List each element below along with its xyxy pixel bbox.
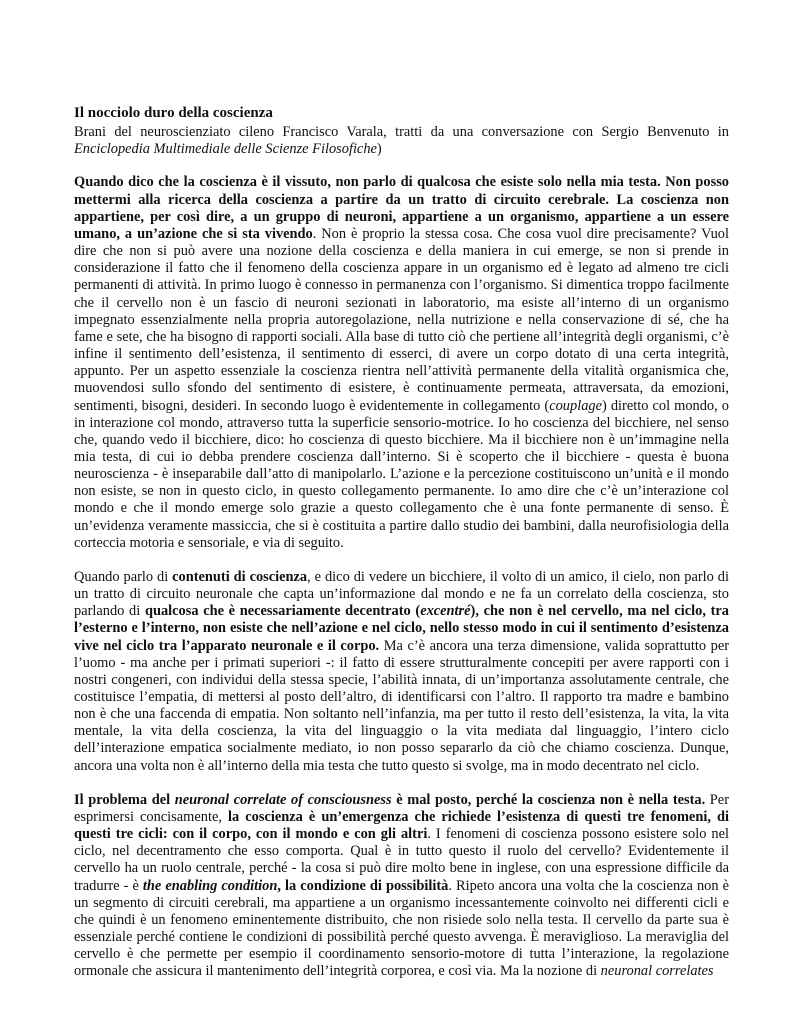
paragraph-1 — [74, 174, 729, 551]
p3-italic-1: neuronal correlates — [600, 963, 714, 980]
p2-text-1: Quando parlo di — [74, 568, 173, 585]
paragraph-3 — [74, 792, 729, 981]
document-page — [74, 105, 729, 998]
p1-text-1: . Non è proprio la stessa cosa. Che cosa vuol dire precisamente? Vuol dire che non si può avere una nozione della coscienza e della maniera in cui emerge, se non si prende in considerazione il fatto che il fenomeno della coscienza appare in un organismo ed è legato ad almeno tre cicli permanenti di attività. In primo luogo è connesso in permanenza con l’organismo. Si dimentica troppo facilmente che il cervello non è un fascio di neuroni sezionati in laboratorio, ma esiste all’interno di un organismo impegnato essenzialmente nella propria autoregolazione, nella nutrizione e nella conservazione di sé, che ha fame e sete, che ha bisogno di rapporti sociali. Alla base di tutto ciò che pertiene all’integrità degli organismi, c’è infine il sentimento dell’esistenza, il sentimento di esserci, di avere un corpo dotato di una certa integrità, appunto. Per un aspetto essenziale la coscienza rientra nell’attività permanente della vitalità organismica che, muovendosi sullo sfondo del sentimento di esistere, è continuamente permeata, attraversata, da emozioni, sentimenti, bisogni, desideri. In secondo luogo è evidentemente in collegamento ( — [74, 225, 729, 414]
p1-italic-1: couplage — [549, 397, 602, 414]
p3-bold-1: Il problema del — [74, 791, 175, 808]
p3-bold-3: la coscienza è un’emergenza che richiede l’esistenza di questi tre fenomeni, di questi tre cicli: con il corpo, con il mondo e con gli altri — [74, 808, 729, 843]
p1-text-2: ) diretto col mondo, o in interazione col mondo, attraverso tutta la superficie sensorio-motrice. Io ho coscienza del bicchiere, nel senso che, quando vedo il bicchiere, dico: ho coscienza di questo bicchiere. Ma il bicchiere non è un’immagine nella mia testa, di cui io debba prendere coscienza dall’interno. Si è scoperto che il bicchiere - questa è buona neuroscienza - è inseparabile dall’atto di manipolarlo. L’azione e la percezione costituiscono un’unità e il mondo non esiste, se non in questo ciclo, in questo collegamento permanente. Io amo dire che c’è un’interazione col mondo e che il mondo emerge solo grazie a questo collegamento che è una fonte permanente di senso. È un’evidenza veramente massiccia, che si è costituita a partire dallo studio dei bambini, dalla neurofisiologia della corteccia motoria e sensoriale, e via di seguito. — [74, 397, 729, 551]
p3-text-2: . I fenomeni di coscienza possono esistere solo nel ciclo, nel decentramento che esso comporta. Qual è in tutto questo il ruolo del cervello? Evidentemente il cervello ha un ruolo centrale, perché - la cosa si può dire molto bene in inglese, con una espressione difficile da tradurre - è — [74, 826, 729, 894]
p2-bold-2: qualcosa che è necessariamente decentrato ( — [144, 603, 421, 620]
subtitle-text: Brani del neuroscienziato cileno Francisco Varala, tratti da una conversazione con Sergio Benvenuto in — [74, 124, 729, 141]
p3-text-1: Per esprimersi concisamente, — [74, 791, 729, 825]
subtitle-source: Enciclopedia Multimediale delle Scienze Filosofiche — [74, 141, 377, 158]
p2-bold-3: ), che non è nel cervello, ma nel ciclo, tra l’esterno e l’interno, non esiste che nell’azione e nel ciclo, nello stesso modo in cui il sentimento d’esistenza vive nel ciclo tra l’apparato neuronale e il corpo. — [74, 603, 729, 654]
subtitle-close: ) — [376, 141, 382, 158]
p2-bold-italic-1: excentré — [420, 603, 471, 620]
p3-bold-italic-2: the enabling condition — [142, 877, 278, 894]
p3-bold-4: , la condizione di possibilità — [277, 877, 449, 894]
paragraph-2 — [74, 569, 729, 775]
p3-bold-2: è mal posto, perché la coscienza non è nella testa. — [391, 791, 706, 808]
p1-bold-1: Quando dico che la coscienza è il vissuto, non parlo di qualcosa che esiste solo nella mia testa. Non posso mettermi alla ricerca della coscienza a partire da un tratto di circuito cerebrale. La coscienza non appartiene, per così dire, a un gruppo di neuroni, appartiene a un organismo, appartiene a un essere umano, a un’azione che si sta vivendo — [74, 174, 729, 242]
p2-text-2: , e dico di vedere un bicchiere, il volto di un amico, il cielo, non parlo di un tratto di circuito neuronale che capta un’informazione dal mondo e ne fa un correlato della coscienza, sto parlando di — [74, 568, 729, 620]
document-title: Il nocciolo duro della coscienza — [74, 105, 273, 121]
p3-bold-italic-1: neuronal correlate of consciousness — [174, 791, 392, 808]
p3-text-3: . Ripeto ancora una volta che la coscienza non è un segmento di circuiti cerebrali, ma appartiene a un organismo incessantemente coinvolto nei differenti cicli e che quindi è un fenomeno eminentemente distribuito, che non risiede solo nella testa. Il cervello da parte sua è essenziale perché contiene le condizioni di possibilità perché questo avvenga. È meraviglioso. La meraviglia del cervello è che permette per esempio il coordinamento sensorio-motore di tutta l’interazione, la regolazione ormonale che assicura il mantenimento dell’integrità corporea, e così via. Ma la nozione di — [74, 877, 730, 980]
p2-text-3: Ma c’è ancora una terza dimensione, valida soprattutto per l’uomo - ma anche per i primati superiori -: il fatto di essere strutturalmente concepiti per avere rapporti con i nostri congeneri, con individui della stessa specie, l’abilità innata, di un’importanza assolutamente centrale, che costituisce l’empatia, di mettersi al posto dell’altro, di identificarsi con l’altro. Il rapporto tra madre e bambino non è che una faccenda di empatia. Non soltanto nell’infanzia, ma per tutto il resto dell’esistenza, la vita, la vita mentale, la vita della coscienza, la vita del linguaggio o la vita mediata dal linguaggio, l’intero ciclo dell’interazione empatica socialmente mediato, io non posso separarlo da ciò che chiamo coscienza. Dunque, ancora una volta non è all’interno della mia testa che tutto questo si svolge, ma in modo decentrato nel ciclo. — [74, 637, 729, 774]
p2-bold-1: contenuti di coscienza — [172, 568, 308, 585]
document-subtitle — [74, 124, 729, 158]
